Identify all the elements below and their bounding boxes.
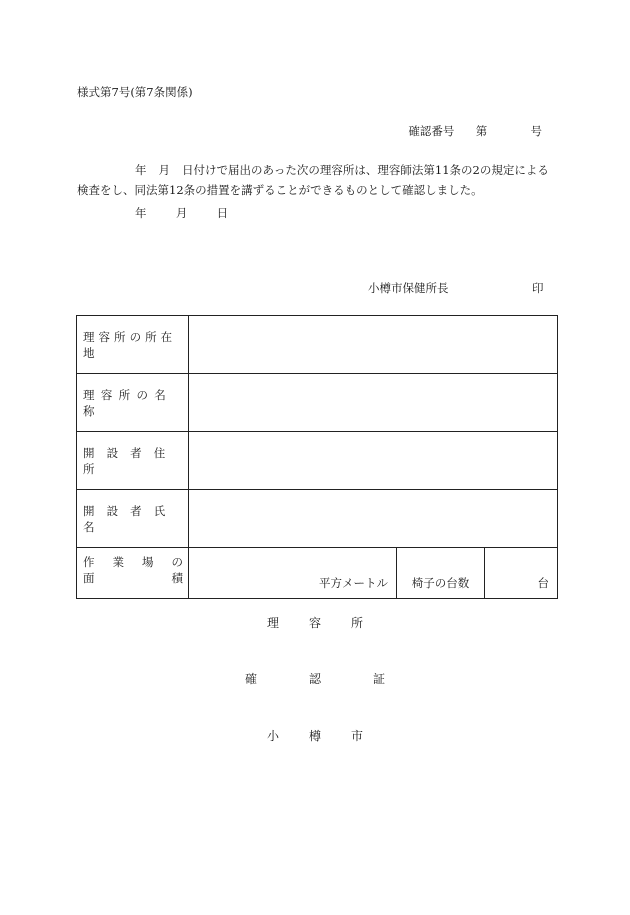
owner-name-value bbox=[189, 490, 558, 548]
form-number: 様式第7号(第7条関係) bbox=[77, 85, 193, 99]
name-label: 理容所の名称 bbox=[77, 374, 189, 432]
table-row bbox=[77, 316, 558, 374]
confirmation-number-dai: 第 bbox=[475, 124, 488, 138]
area-unit: 平方メートル bbox=[189, 548, 397, 599]
chair-unit: 台 bbox=[485, 548, 558, 599]
location-label: 理容所の所在地 bbox=[77, 316, 189, 374]
owner-address-label: 開設者住所 bbox=[77, 432, 189, 490]
table-row bbox=[77, 490, 558, 548]
table-row bbox=[77, 548, 558, 599]
issue-date bbox=[135, 205, 228, 221]
title-line-2: 確 認 証 bbox=[244, 672, 386, 686]
confirmation-number bbox=[408, 123, 542, 139]
paragraph-year: 年 bbox=[135, 163, 147, 177]
info-table bbox=[76, 315, 558, 599]
owner-name-label: 開設者氏名 bbox=[77, 490, 189, 548]
seal-mark: 印 bbox=[532, 281, 544, 295]
work-area-label: 作 業 場 の 面 積 bbox=[77, 548, 189, 599]
paragraph-text: 日付けで届出のあった次の理容所は、理容師法第11条の2の規定による検査をし、同法第12条の措置を講ずることができるものとして確認しました。 bbox=[77, 163, 549, 197]
confirmation-number-go: 号 bbox=[530, 124, 542, 138]
name-value bbox=[189, 374, 558, 432]
owner-address-value bbox=[189, 432, 558, 490]
chair-count-label: 椅子の台数 bbox=[397, 548, 485, 599]
table-row bbox=[77, 432, 558, 490]
confirmation-paragraph bbox=[77, 160, 557, 200]
location-value bbox=[189, 316, 558, 374]
table-row bbox=[77, 374, 558, 432]
title-line-1: 理 容 所 bbox=[266, 616, 364, 630]
issue-date-month: 月 bbox=[175, 206, 188, 220]
issue-date-year: 年 bbox=[135, 206, 147, 220]
title-line-3: 小 樽 市 bbox=[266, 729, 364, 743]
confirmation-number-label: 確認番号 bbox=[408, 124, 455, 138]
issuer-title: 小樽市保健所長 bbox=[368, 281, 449, 295]
paragraph-month: 月 bbox=[158, 163, 170, 177]
issue-date-day: 日 bbox=[216, 206, 229, 220]
